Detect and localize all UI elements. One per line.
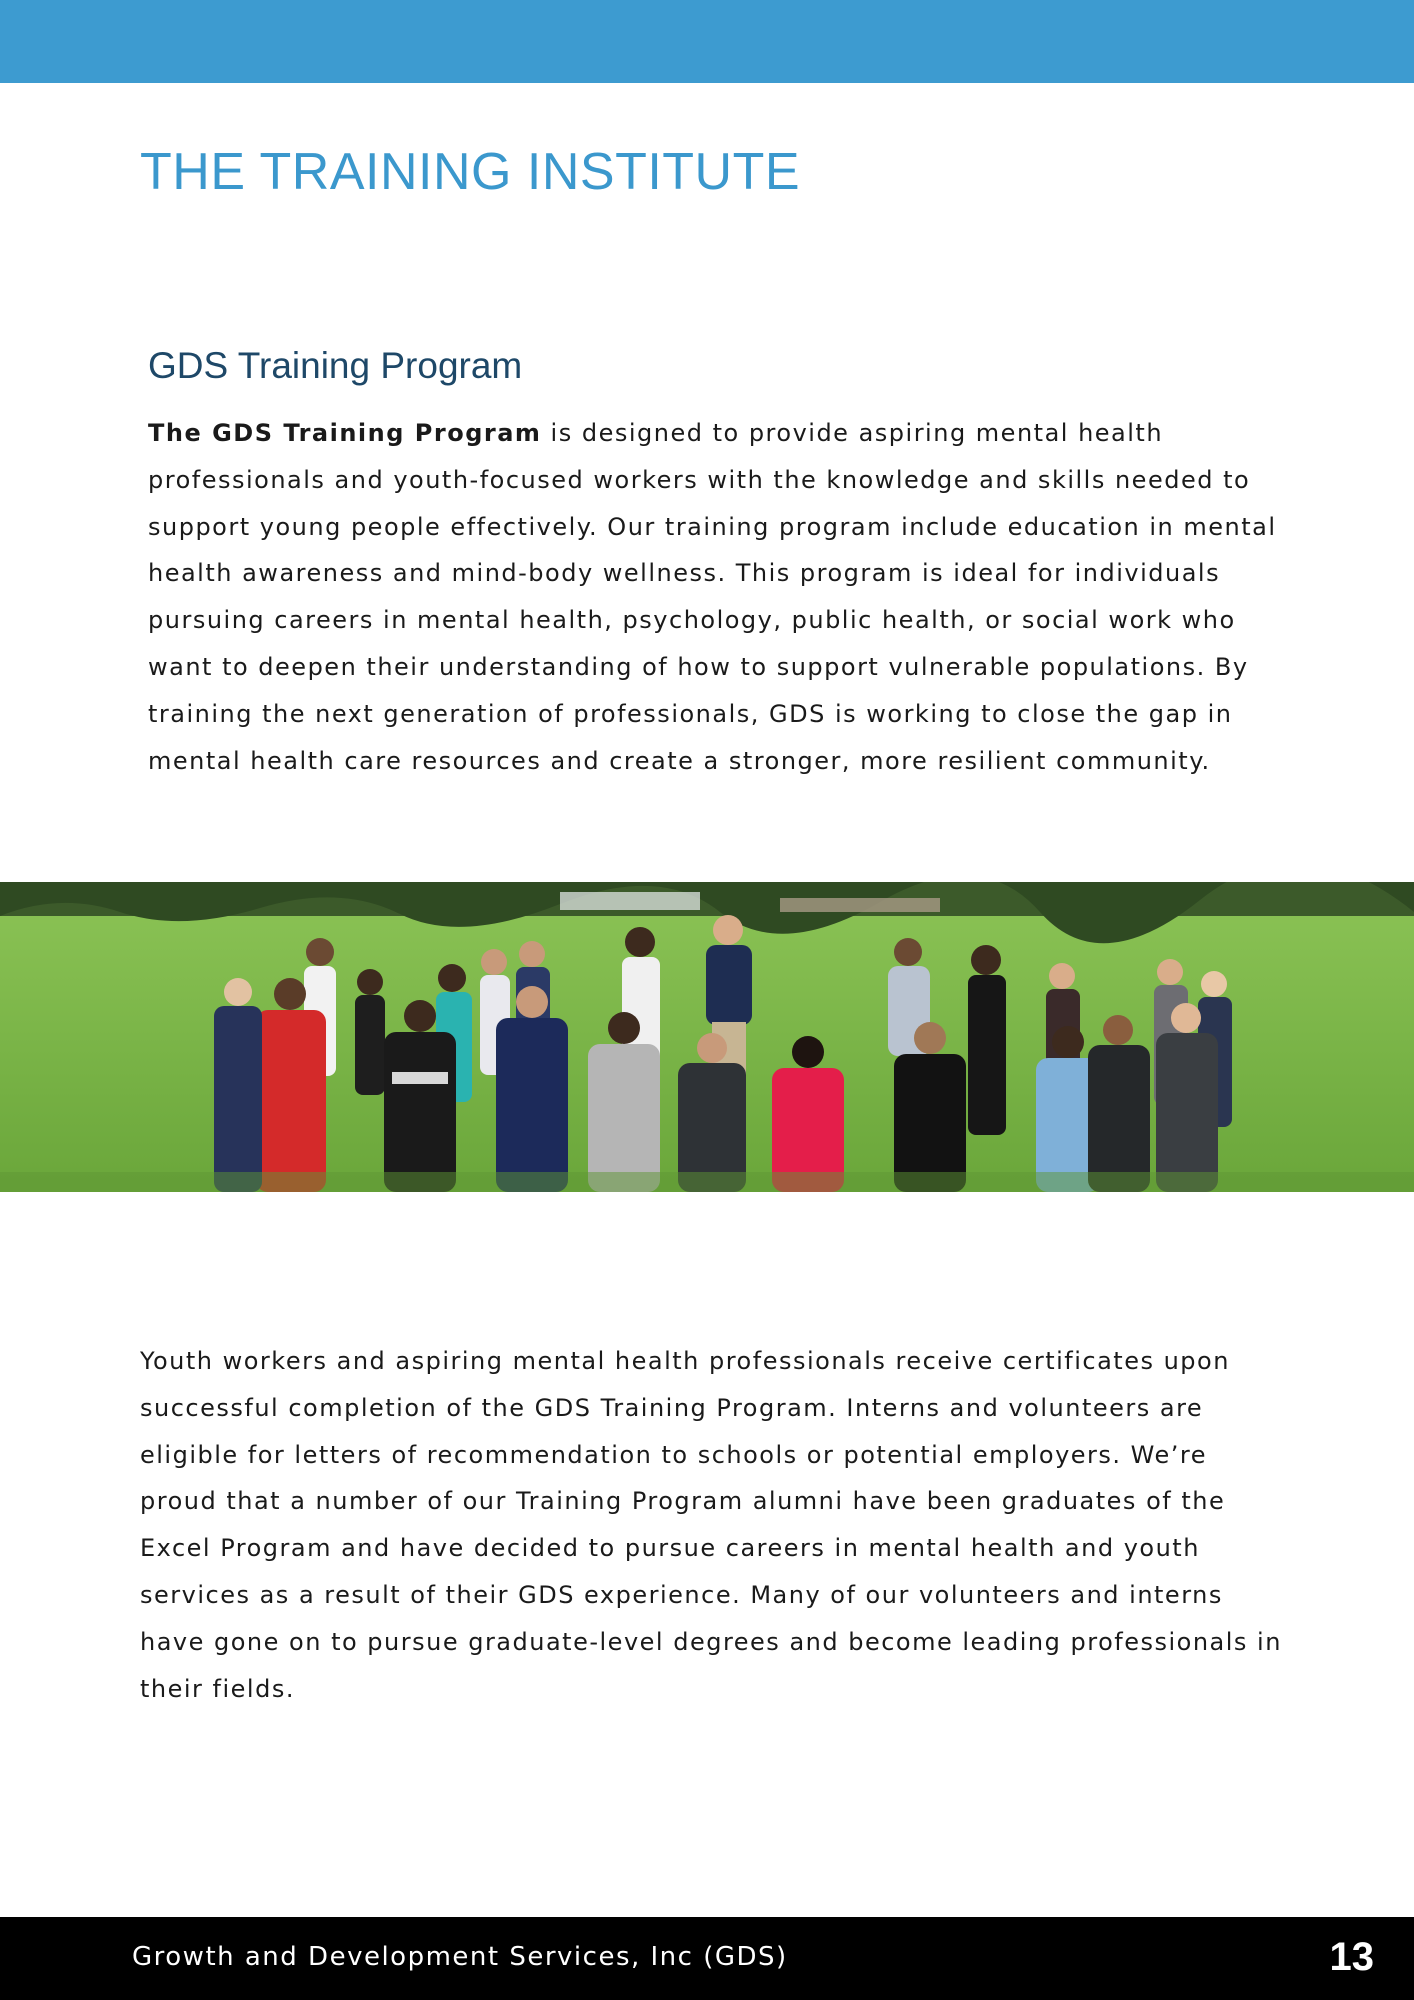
intro-paragraph: [148, 410, 1298, 784]
footer-organization: Growth and Development Services, Inc (GDS): [132, 1942, 788, 1972]
intro-body-text: is designed to provide aspiring mental health professionals and youth-focused workers with the knowledge and skills needed to support young people effectively. Our training program include education in mental health awareness and mind-body wellness. This program is ideal for individuals pursuing careers in mental health, psychology, public health, or social work who want to deepen their understanding of how to support vulnerable populations. By training the next generation of professionals, GDS is working to close the gap in mental health care resources and create a stronger, more resilient community.: [148, 419, 1277, 775]
intro-bold-lead: The GDS Training Program: [148, 419, 542, 447]
group-photo: [0, 882, 1414, 1192]
page-title: THE TRAINING INSTITUTE: [140, 143, 801, 201]
top-accent-band: [0, 0, 1414, 83]
outro-paragraph: Youth workers and aspiring mental health professionals receive certificates upon successful completion of the GDS Training Program. Interns and volunteers are eligible for letters of recommendation to schools or potential employers. We’re proud that a number of our Training Program alumni have been graduates of the Excel Program and have decided to pursue careers in mental health and youth services as a result of their GDS experience. Many of our volunteers and interns have gone on to pursue graduate-level degrees and become leading professionals in their fields.: [140, 1347, 1282, 1703]
group-photo-image: [0, 882, 1414, 1192]
page-number: 13: [1329, 1935, 1374, 1979]
footer-bar: [0, 1917, 1414, 2000]
section-heading: GDS Training Program: [148, 345, 523, 386]
